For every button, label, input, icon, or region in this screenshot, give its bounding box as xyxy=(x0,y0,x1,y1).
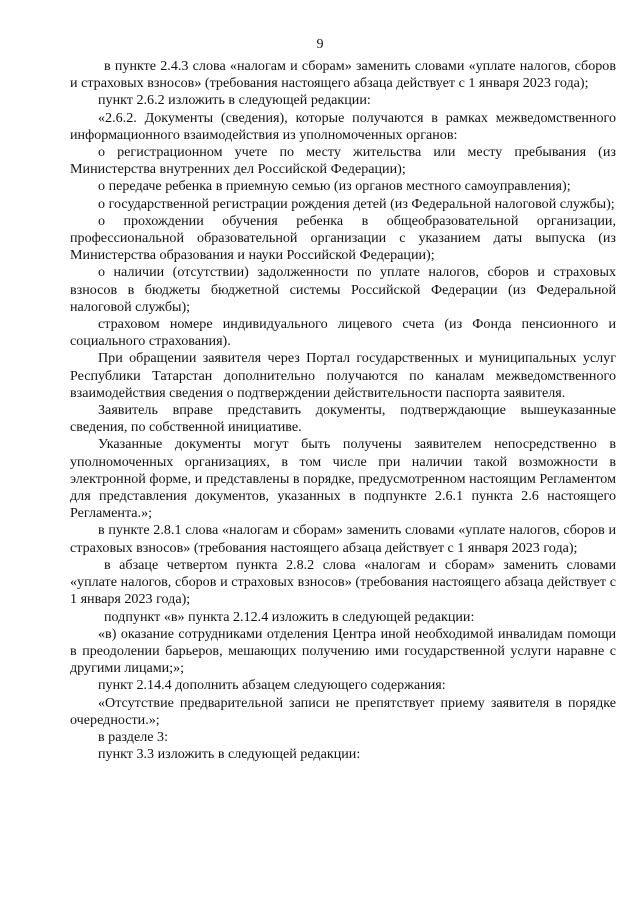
paragraph-2-14-4-text: «Отсутствие предварительной записи не препятствует приему заявителя в порядке очередности.»; xyxy=(70,694,616,728)
paragraph-insurance-number: страховом номере индивидуального лицевого счета (из Фонда пенсионного и социального страхования). xyxy=(70,316,616,350)
paragraph-foster-family: о передаче ребенка в приемную семью (из органов местного самоуправления); xyxy=(98,178,571,195)
paragraph-portal: При обращении заявителя через Портал государственных и муниципальных услуг Республики Татарстан дополнительно получаются по каналам межведомственного взаимодействия сведения о подтверждении действительности паспорта заявителя. xyxy=(70,350,616,401)
paragraph-section-3: в разделе 3: xyxy=(98,728,168,745)
paragraph-birth-registration: о государственной регистрации рождения детей (из Федеральной налоговой службы); xyxy=(98,195,615,212)
paragraph-registration: о регистрационном учете по месту жительства или месту пребывания (из Министерства внутренних дел Российской Федерации); xyxy=(70,144,616,178)
paragraph-2-14-4-intro: пункт 2.14.4 дополнить абзацем следующего содержания: xyxy=(98,677,446,694)
paragraph-3-3-intro: пункт 3.3 изложить в следующей редакции: xyxy=(98,746,361,763)
paragraph-2-8-1: в пункте 2.8.1 слова «налогам и сборам» заменить словами «уплате налогов, сборов и страховых взносов» (требования настоящего абзаца действует с 1 января 2023 года); xyxy=(70,522,616,556)
paragraph-2-8-2: в абзаце четвертом пункта 2.8.2 слова «налогам и сборам» заменить словами «уплате налогов, сборов и страховых взносов» (требования настоящего абзаца действует с 1 января 2023 года); xyxy=(70,556,616,608)
document-body xyxy=(70,58,616,763)
paragraph-tax-debt: о наличии (отсутствии) задолженности по уплате налогов, сборов и страховых взносов в бюджеты бюджетной системы Российской Федерации (из Федеральной налоговой службы); xyxy=(70,264,616,315)
paragraph-2-12-4-text: «в) оказание сотрудниками отделения Центра иной необходимой инвалидам помощи в преодолении барьеров, мешающих получению ими государственной услуги наравне с другими лицами;»; xyxy=(70,625,616,677)
page-number: 9 xyxy=(316,37,324,52)
paragraph-2-12-4-intro: подпункт «в» пункта 2.12.4 изложить в следующей редакции: xyxy=(104,608,475,625)
paragraph-2-4-3: в пункте 2.4.3 слова «налогам и сборам» заменить словами «уплате налогов, сборов и страховых взносов» (требования настоящего абзаца действует с 1 января 2023 года); xyxy=(70,58,616,92)
paragraph-documents: Указанные документы могут быть получены заявителем непосредственно в уполномоченных организациях, в том числе при наличии такой возможности в электронной форме, и представлены в порядке, предусмотренном настоящим Регламентом для представления документов, указанных в подпункте 2.6.1 пункта 2.6 настоящего Регламента.»; xyxy=(70,436,616,522)
paragraph-own-initiative: Заявитель вправе представить документы, подтверждающие вышеуказанные сведения, по собственной инициативе. xyxy=(70,402,616,436)
paragraph-education: о прохождении обучения ребенка в общеобразовательной организации, профессиональной образовательной организации с указанием даты выпуска (из Министерства образования и науки Российской Федерации); xyxy=(70,212,616,264)
paragraph-2-6-2-intro: пункт 2.6.2 изложить в следующей редакции: xyxy=(98,92,371,109)
paragraph-2-6-2-text: «2.6.2. Документы (сведения), которые получаются в рамках межведомственного информационного взаимодействия из уполномоченных органов: xyxy=(70,109,616,143)
